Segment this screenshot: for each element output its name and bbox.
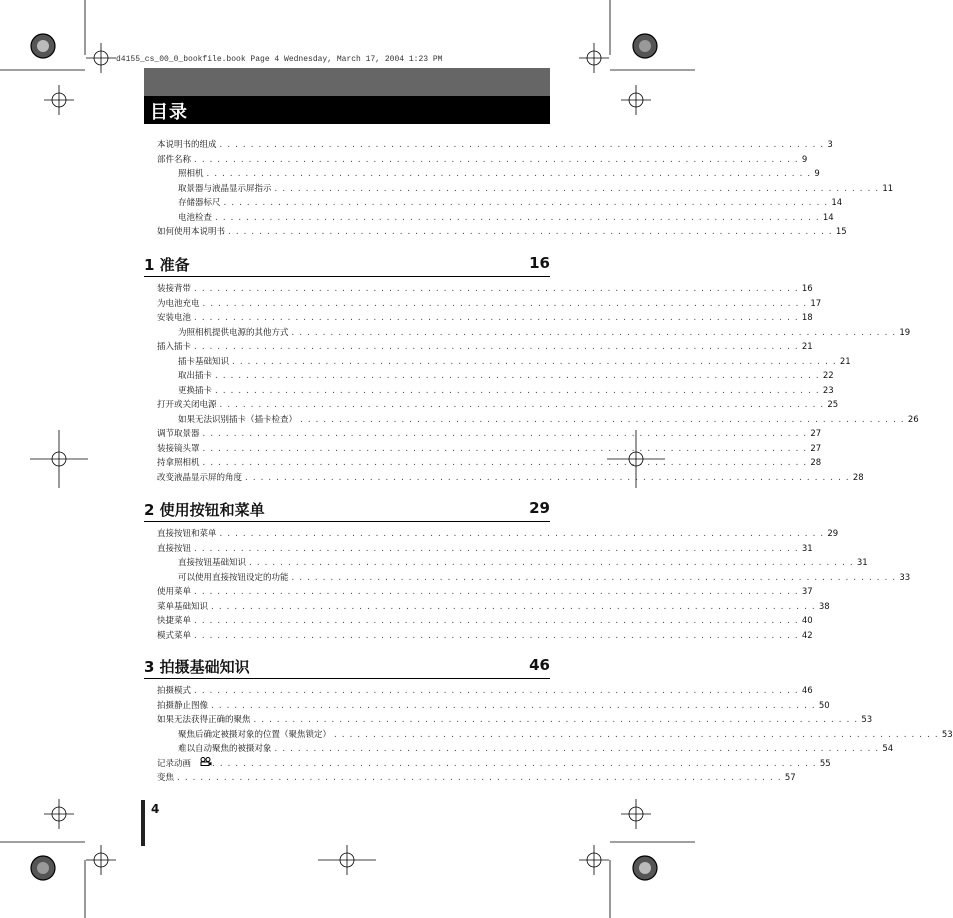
toc-entry[interactable] bbox=[157, 153, 808, 168]
toc-entry-page: 27 bbox=[810, 443, 822, 454]
toc-leader-dots: . . . . . . . . . . . . . . . . . . . . . . . . . . . . . . . . . . . . . . . . . . . . . . . . . . . . . . . . . . . . . . . . . . . . . . . . . . . . . . bbox=[274, 183, 880, 194]
toc-entry-page: 29 bbox=[827, 529, 839, 539]
toc-entry-page: 54 bbox=[882, 744, 894, 754]
toc-entry[interactable] bbox=[157, 629, 813, 644]
toc-chapter-3-section bbox=[157, 684, 953, 786]
toc-leader-dots: . . . . . . . . . . . . . . . . . . . . . . . . . . . . . . . . . . . . . . . . . . . . . . . . . . . . . . . . . . . . . . . . . . . . . . . . . . . . . . bbox=[228, 227, 833, 237]
toc-entry[interactable] bbox=[157, 771, 796, 786]
chapter-heading bbox=[144, 499, 550, 522]
toc-entry[interactable] bbox=[157, 699, 830, 714]
page-number: 4 bbox=[151, 802, 160, 816]
toc-entry-label: 持拿照相机 bbox=[157, 458, 200, 468]
toc-leader-dots: . . . . . . . . . . . . . . . . . . . . . . . . . . . . . . . . . . . . . . . . . . . . . . . . . . . . . . . . . . . . . . . . . . . . . . . . . . . . . . bbox=[211, 700, 816, 711]
toc-entry-page: 11 bbox=[882, 183, 894, 194]
toc-leader-dots: . . . . . . . . . . . . . . . . . . . . . . . . . . . . . . . . . . . . . . . . . . . . . . . . . . . . . . . . . . . . . . . . . . . . . . . . . . . . . . bbox=[219, 529, 825, 539]
toc-leader-dots: . . . . . . . . . . . . . . . . . . . . . . . . . . . . . . . . . . . . . . . . . . . . . . . . . . . . . . . . . . . . . . . . . . . . . . . . . . . . . . bbox=[194, 630, 799, 641]
chapter-page: 29 bbox=[529, 499, 550, 517]
toc-leader-dots: . . . . . . . . . . . . . . . . . . . . . . . . . . . . . . . . . . . . . . . . . . . . . . . . . . . . . . . . . . . . . . . . . . . . . . . . . . . . . . bbox=[253, 715, 859, 725]
toc-leader-dots: . . . . . . . . . . . . . . . . . . . . . . . . . . . . . . . . . . . . . . . . . . . . . . . . . . . . . . . . . . . . . . . . . . . . . . . . . . . . . . bbox=[194, 587, 799, 597]
toc-entry[interactable] bbox=[157, 742, 894, 757]
toc-entry[interactable] bbox=[157, 413, 919, 428]
chapter-title: 1 准备 bbox=[144, 256, 190, 274]
toc-entry[interactable] bbox=[157, 167, 820, 182]
toc-leader-dots: . . . . . . . . . . . . . . . . . . . . . . . . . . . . . . . . . . . . . . . . . . . . . . . . . . . . . . . . . . . . . . . . . . . . . . . . . . . . . . bbox=[202, 298, 808, 309]
toc-leader-dots: . . . . . . . . . . . . . . . . . . . . . . . . . . . . . . . . . . . . . . . . . . . . . . . . . . . . . . . . . . . . . . . . . . . . . . . . . . . . . . bbox=[211, 601, 816, 612]
chapter-page: 46 bbox=[529, 656, 550, 674]
toc-entry-label: 直接按钮和菜单 bbox=[157, 529, 217, 539]
toc-entry[interactable] bbox=[157, 442, 822, 457]
toc-leader-dots: . . . . . . . . . . . . . . . . . . . . . . . . . . . . . . . . . . . . . . . . . . . . . . . . . . . . . . . . . . . . . . . . . . . . . . . . . . . . . . bbox=[194, 284, 799, 294]
toc-entry-label: 为电池充电 bbox=[157, 298, 200, 309]
toc-leader-dots: . . . . . . . . . . . . . . . . . . . . . . . . . . . . . . . . . . . . . . . . . . . . . . . . . . . . . . . . . . . . . . . . . . . . . . . . . . . . . . bbox=[194, 154, 799, 165]
page-title: 目录 bbox=[150, 102, 188, 123]
toc-leader-dots: . . . . . . . . . . . . . . . . . . . . . . . . . . . . . . . . . . . . . . . . . . . . . . . . . . . . . . . . . . . . . . . . . . . . . . . . . . . . . . bbox=[274, 744, 880, 754]
toc-entry[interactable] bbox=[157, 728, 953, 743]
toc-entry-page: 57 bbox=[784, 773, 796, 783]
toc-leader-dots: . . . . . . . . . . . . . . . . . . . . . . . . . . . . . . . . . . . . . . . . . . . . . . . . . . . . . . . . . . . . . . . . . . . . . . . . . . . . . . bbox=[202, 458, 808, 468]
toc-entry[interactable] bbox=[157, 713, 873, 728]
toc-entry-label: 快捷菜单 bbox=[157, 616, 192, 626]
toc-leader-dots: . . . . . . . . . . . . . . . . . . . . . . . . . . . . . . . . . . . . . . . . . . . . . . . . . . . . . . . . . . . . . . . . . . . . . . . . . . . . . . bbox=[249, 558, 854, 568]
toc-entry-page: 31 bbox=[856, 558, 868, 568]
movie-icon bbox=[200, 757, 212, 766]
toc-chapter-2-section bbox=[157, 527, 911, 643]
toc-entry-label: 改变液晶显示屏的角度 bbox=[157, 472, 243, 483]
toc-entry-page: 9 bbox=[814, 169, 820, 179]
toc-entry[interactable] bbox=[157, 225, 847, 240]
toc-entry-page: 40 bbox=[801, 616, 813, 626]
toc-leader-dots: . . . . . . . . . . . . . . . . . . . . . . . . . . . . . . . . . . . . . . . . . . . . . . . . . . . . . . . . . . . . . . . . . . . . . . . . . . . . . . bbox=[215, 212, 820, 223]
toc-leader-dots: . . . . . . . . . . . . . . . . . . . . . . . . . . . . . . . . . . . . . . . . . . . . . . . . . . . . . . . . . . . . . . . . . . . . . . . . . . . . . . bbox=[291, 327, 897, 338]
toc-entry-page: 21 bbox=[839, 356, 851, 367]
toc-entry-page: 15 bbox=[835, 227, 847, 237]
toc-entry-label: 存储器标尺 bbox=[178, 198, 221, 208]
toc-entry-label: 如果无法获得正确的聚焦 bbox=[157, 715, 251, 725]
toc-entry-label: 插入插卡 bbox=[157, 342, 192, 352]
page-number-bar bbox=[141, 800, 145, 846]
toc-chapter-1-section bbox=[157, 282, 919, 485]
toc-entry[interactable] bbox=[157, 614, 813, 629]
toc-leader-dots: . . . . . . . . . . . . . . . . . . . . . . . . . . . . . . . . . . . . . . . . . . . . . . . . . . . . . . . . . . . . . . . . . . . . . . . . . . . . . . bbox=[300, 414, 905, 425]
toc-entry-label: 照相机 bbox=[178, 169, 204, 179]
toc-entry-page: 22 bbox=[822, 371, 834, 381]
toc-leader-dots: . . . . . . . . . . . . . . . . . . . . . . . . . . . . . . . . . . . . . . . . . . . . . . . . . . . . . . . . . . . . . . . . . . . . . . . . . . . . . . bbox=[194, 313, 799, 323]
toc-entry[interactable] bbox=[157, 757, 831, 772]
toc-entry-label: 取景器与液晶显示屏指示 bbox=[178, 183, 272, 194]
toc-entry-label: 插卡基础知识 bbox=[178, 356, 230, 367]
toc-entry-page: 46 bbox=[801, 686, 813, 696]
toc-entry[interactable] bbox=[157, 182, 894, 197]
toc-entry[interactable] bbox=[157, 571, 911, 586]
toc-entry-label: 如果无法识别插卡（插卡检查） bbox=[178, 414, 298, 425]
toc-entry-page: 14 bbox=[822, 212, 834, 223]
chapter-title: 3 拍摄基础知识 bbox=[144, 658, 250, 676]
toc-leader-dots: . . . . . . . . . . . . . . . . . . . . . . . . . . . . . . . . . . . . . . . . . . . . . . . . . . . . . . . . . . . . . . . . . . . . . . . . . . . . . . bbox=[194, 543, 799, 554]
toc-entry-label: 模式菜单 bbox=[157, 630, 192, 641]
toc-leader-dots: . . . . . . . . . . . . . . . . . . . . . . . . . . . . . . . . . . . . . . . . . . . . . . . . . . . . . . . . . . . . . . . . . . . . . . . . . . . . . . bbox=[219, 140, 825, 150]
print-slug: d4155_cs_00_0_bookfile.book Page 4 Wednesday, March 17, 2004 1:23 PM bbox=[116, 55, 443, 64]
toc-entry-label: 难以自动聚焦的被摄对象 bbox=[178, 744, 272, 754]
toc-entry-label: 直接按钮 bbox=[157, 543, 192, 554]
toc-entry-page: 28 bbox=[852, 472, 864, 483]
toc-entry[interactable] bbox=[157, 600, 830, 615]
toc-entry[interactable] bbox=[157, 684, 813, 699]
toc-leader-dots: . . . . . . . . . . . . . . . . . . . . . . . . . . . . . . . . . . . . . . . . . . . . . . . . . . . . . . . . . . . . . . . . . . . . . . . . . . . . . . bbox=[206, 169, 812, 179]
toc-entry[interactable] bbox=[157, 585, 813, 600]
toc-entry[interactable] bbox=[157, 138, 833, 153]
toc-entry-label: 记录动画 bbox=[157, 758, 192, 769]
toc-entry[interactable] bbox=[157, 355, 851, 370]
toc-intro-section bbox=[157, 138, 894, 240]
toc-leader-dots: . . . . . . . . . . . . . . . . . . . . . . . . . . . . . . . . . . . . . . . . . . . . . . . . . . . . . . . . . . . . . . . . . . . . . . . . . . . . . . bbox=[202, 429, 808, 439]
toc-entry[interactable] bbox=[157, 196, 843, 211]
toc-entry[interactable] bbox=[157, 311, 813, 326]
toc-entry[interactable] bbox=[157, 384, 834, 399]
toc-entry-label: 调节取景器 bbox=[157, 429, 200, 439]
toc-leader-dots: . . . . . . . . . . . . . . . . . . . . . . . . . . . . . . . . . . . . . . . . . . . . . . . . . . . . . . . . . . . . . . . . . . . . . . . . . . . . . . bbox=[194, 686, 799, 696]
toc-entry-page: 19 bbox=[899, 327, 911, 338]
toc-leader-dots: . . . . . . . . . . . . . . . . . . . . . . . . . . . . . . . . . . . . . . . . . . . . . . . . . . . . . . . . . . . . . . . . . . . . . . . . . . . . . . bbox=[212, 758, 817, 769]
toc-entry-page: 26 bbox=[907, 414, 919, 425]
toc-entry-page: 53 bbox=[861, 715, 873, 725]
toc-leader-dots: . . . . . . . . . . . . . . . . . . . . . . . . . . . . . . . . . . . . . . . . . . . . . . . . . . . . . . . . . . . . . . . . . . . . . . . . . . . . . . bbox=[291, 572, 897, 583]
toc-entry-page: 37 bbox=[801, 587, 813, 597]
toc-entry-page: 27 bbox=[810, 429, 822, 439]
toc-entry-page: 23 bbox=[822, 385, 834, 396]
toc-leader-dots: . . . . . . . . . . . . . . . . . . . . . . . . . . . . . . . . . . . . . . . . . . . . . . . . . . . . . . . . . . . . . . . . . . . . . . . . . . . . . . bbox=[223, 198, 829, 208]
toc-entry[interactable] bbox=[157, 556, 868, 571]
toc-entry-label: 装接背带 bbox=[157, 284, 192, 294]
toc-entry[interactable] bbox=[157, 471, 864, 486]
toc-entry-page: 17 bbox=[810, 298, 822, 309]
toc-title-bar bbox=[144, 96, 550, 124]
toc-leader-dots: . . . . . . . . . . . . . . . . . . . . . . . . . . . . . . . . . . . . . . . . . . . . . . . . . . . . . . . . . . . . . . . . . . . . . . . . . . . . . . bbox=[215, 385, 820, 396]
toc-leader-dots: . . . . . . . . . . . . . . . . . . . . . . . . . . . . . . . . . . . . . . . . . . . . . . . . . . . . . . . . . . . . . . . . . . . . . . . . . . . . . . bbox=[219, 400, 825, 410]
toc-entry-page: 42 bbox=[801, 630, 813, 641]
toc-entry-label: 菜单基础知识 bbox=[157, 601, 209, 612]
toc-entry-page: 50 bbox=[818, 700, 830, 711]
toc-entry-label: 使用菜单 bbox=[157, 587, 192, 597]
toc-leader-dots: . . . . . . . . . . . . . . . . . . . . . . . . . . . . . . . . . . . . . . . . . . . . . . . . . . . . . . . . . . . . . . . . . . . . . . . . . . . . . . bbox=[215, 371, 820, 381]
toc-entry-page: 3 bbox=[827, 140, 833, 150]
toc-entry-page: 53 bbox=[941, 729, 953, 740]
toc-leader-dots: . . . . . . . . . . . . . . . . . . . . . . . . . . . . . . . . . . . . . . . . . . . . . . . . . . . . . . . . . . . . . . . . . . . . . . . . . . . . . . bbox=[194, 616, 799, 626]
toc-entry-page: 16 bbox=[801, 284, 813, 294]
toc-entry-label: 直接按钮基础知识 bbox=[178, 558, 247, 568]
toc-entry[interactable] bbox=[157, 369, 834, 384]
toc-entry-label: 更换插卡 bbox=[178, 385, 213, 396]
toc-entry-label: 部件名称 bbox=[157, 154, 192, 165]
chapter-heading bbox=[144, 254, 550, 277]
toc-entry-label: 变焦 bbox=[157, 773, 175, 783]
toc-entry[interactable] bbox=[157, 340, 813, 355]
toc-leader-dots: . . . . . . . . . . . . . . . . . . . . . . . . . . . . . . . . . . . . . . . . . . . . . . . . . . . . . . . . . . . . . . . . . . . . . . . . . . . . . . bbox=[334, 729, 939, 740]
toc-entry-page: 18 bbox=[801, 313, 813, 323]
toc-entry[interactable] bbox=[157, 542, 813, 557]
toc-entry[interactable] bbox=[157, 427, 822, 442]
title-bar-grey-band bbox=[144, 68, 550, 96]
toc-entry-label: 打开或关闭电源 bbox=[157, 400, 217, 410]
toc-entry[interactable] bbox=[157, 527, 839, 542]
chapter-title: 2 使用按钮和菜单 bbox=[144, 501, 265, 519]
toc-entry-page: 21 bbox=[801, 342, 813, 352]
toc-entry-label: 安装电池 bbox=[157, 313, 192, 323]
toc-entry-page: 55 bbox=[819, 758, 831, 769]
toc-entry[interactable] bbox=[157, 326, 911, 341]
toc-entry[interactable] bbox=[157, 456, 822, 471]
toc-leader-dots: . . . . . . . . . . . . . . . . . . . . . . . . . . . . . . . . . . . . . . . . . . . . . . . . . . . . . . . . . . . . . . . . . . . . . . . . . . . . . . bbox=[245, 472, 850, 483]
toc-entry-label: 拍摄静止图像 bbox=[157, 700, 209, 711]
toc-entry-label: 装接镜头罩 bbox=[157, 443, 200, 454]
toc-entry-label: 拍摄模式 bbox=[157, 686, 192, 696]
toc-leader-dots: . . . . . . . . . . . . . . . . . . . . . . . . . . . . . . . . . . . . . . . . . . . . . . . . . . . . . . . . . . . . . . . . . . . . . . . . . . . . . . bbox=[194, 342, 799, 352]
chapter-page: 16 bbox=[529, 254, 550, 272]
toc-leader-dots: . . . . . . . . . . . . . . . . . . . . . . . . . . . . . . . . . . . . . . . . . . . . . . . . . . . . . . . . . . . . . . . . . . . . . . . . . . . . . . bbox=[177, 773, 782, 783]
toc-leader-dots: . . . . . . . . . . . . . . . . . . . . . . . . . . . . . . . . . . . . . . . . . . . . . . . . . . . . . . . . . . . . . . . . . . . . . . . . . . . . . . bbox=[232, 356, 837, 367]
toc-leader-dots: . . . . . . . . . . . . . . . . . . . . . . . . . . . . . . . . . . . . . . . . . . . . . . . . . . . . . . . . . . . . . . . . . . . . . . . . . . . . . . bbox=[202, 443, 808, 454]
toc-entry-page: 25 bbox=[827, 400, 839, 410]
toc-entry-page: 14 bbox=[831, 198, 843, 208]
toc-entry-label: 本说明书的组成 bbox=[157, 140, 217, 150]
toc-entry-label: 如何使用本说明书 bbox=[157, 227, 226, 237]
toc-entry[interactable] bbox=[157, 297, 822, 312]
chapter-heading bbox=[144, 656, 550, 679]
toc-entry-label: 取出插卡 bbox=[178, 371, 213, 381]
toc-entry-page: 28 bbox=[810, 458, 822, 468]
toc-entry-label: 电池检查 bbox=[178, 212, 213, 223]
toc-entry-label: 可以使用直接按钮设定的功能 bbox=[178, 572, 289, 583]
toc-entry-label: 为照相机提供电源的其他方式 bbox=[178, 327, 289, 338]
toc-entry[interactable] bbox=[157, 211, 834, 226]
toc-entry-page: 38 bbox=[818, 601, 830, 612]
toc-entry[interactable] bbox=[157, 282, 813, 297]
toc-entry-page: 33 bbox=[899, 572, 911, 583]
toc-entry-page: 9 bbox=[801, 154, 808, 165]
toc-entry-page: 31 bbox=[801, 543, 813, 554]
toc-entry[interactable] bbox=[157, 398, 839, 413]
toc-entry-label: 聚焦后确定被摄对象的位置（聚焦锁定） bbox=[178, 729, 332, 740]
